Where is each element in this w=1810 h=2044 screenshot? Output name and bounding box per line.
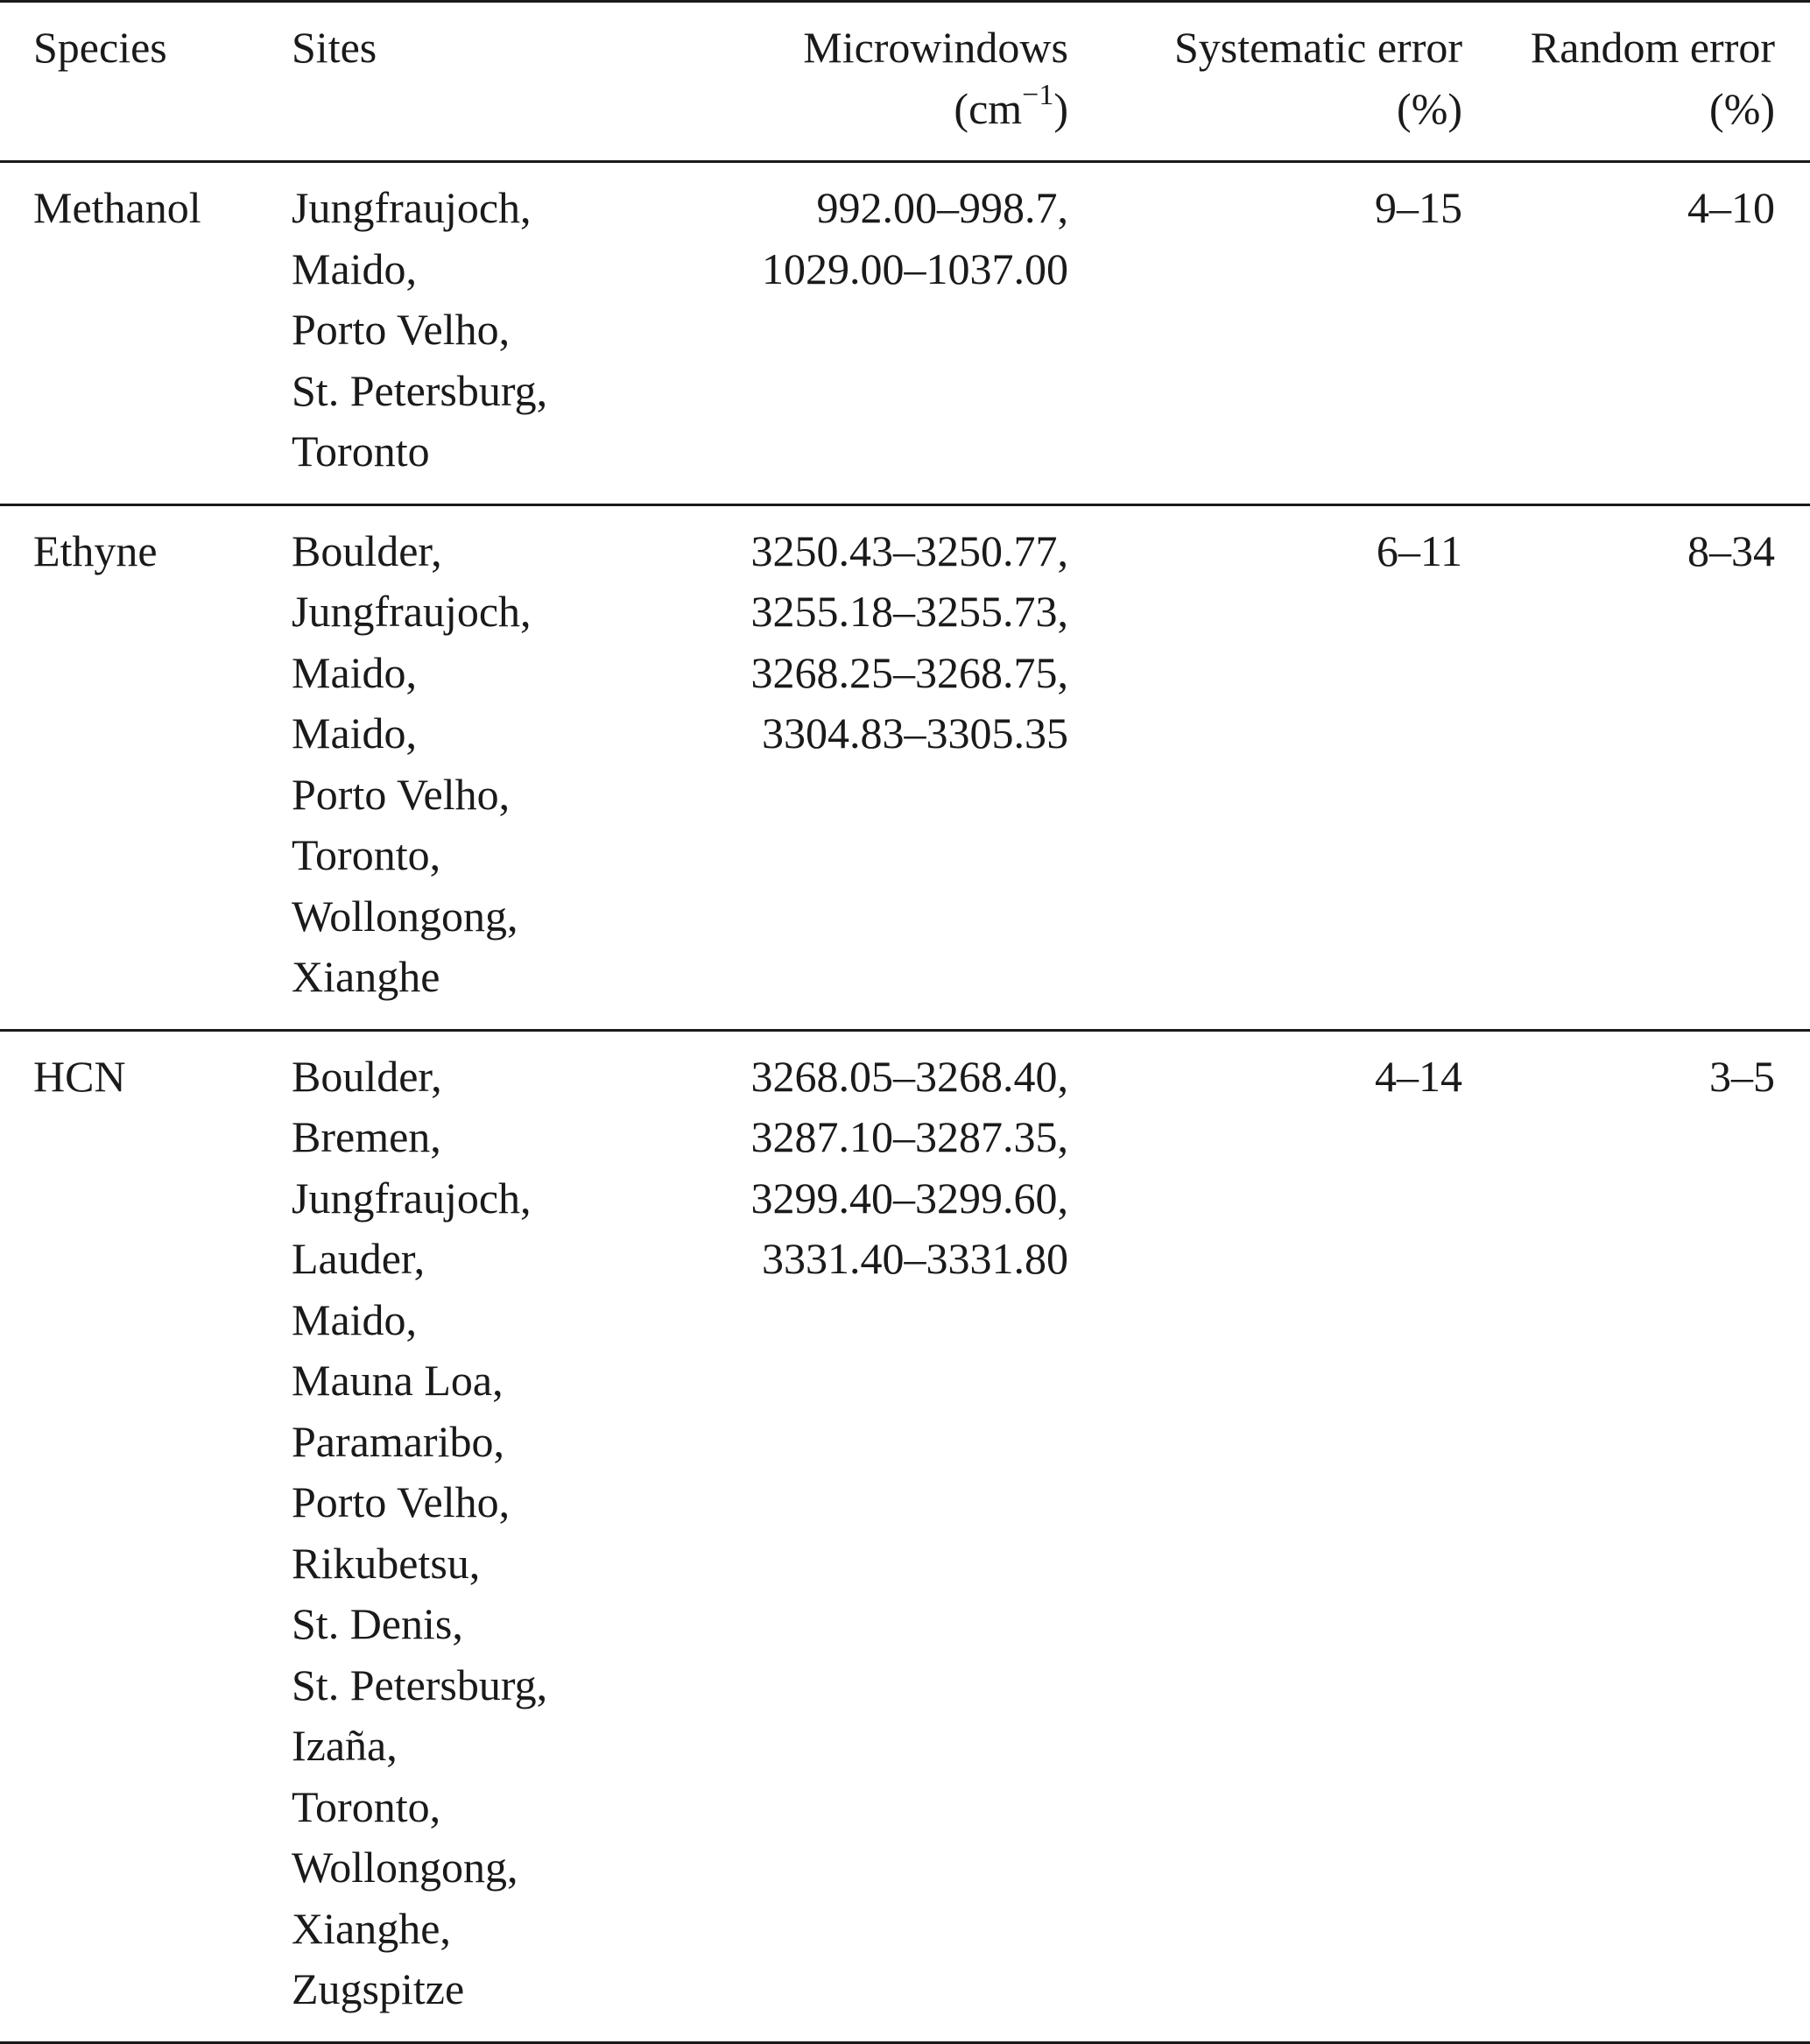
site-name: Wollongong, (292, 1843, 518, 1892)
random-error-cell (1462, 162, 1810, 505)
random-error-value: 8–34 (1687, 525, 1775, 575)
microwindow-range: 3299.40–3299.60, (750, 1173, 1068, 1223)
microwindow-range: 3268.25–3268.75, (750, 647, 1068, 697)
site-name: Toronto, (292, 1781, 441, 1831)
header-random-error (1462, 2, 1810, 162)
site-name: Boulder, (292, 1051, 442, 1101)
site-name: St. Petersburg, (292, 1660, 548, 1709)
site-name: Jungfraujoch, (292, 1173, 532, 1223)
site-name: Mauna Loa, (292, 1356, 504, 1405)
header-species (0, 2, 292, 162)
microwindow-range: 992.00–998.7, (816, 183, 1068, 232)
sites-cell (292, 1030, 659, 2042)
site-name: Paramaribo, (292, 1416, 504, 1466)
microwindow-range: 3331.40–3331.80 (762, 1234, 1068, 1283)
site-name: Maido, (292, 708, 418, 758)
site-name: St. Denis, (292, 1599, 463, 1648)
header-species-label: Species (33, 23, 167, 72)
header-microwindows-label: Microwindows (803, 23, 1068, 72)
random-error-value: 3–5 (1709, 1051, 1775, 1101)
systematic-error-cell (1068, 504, 1462, 1030)
site-name: Rikubetsu, (292, 1538, 481, 1588)
site-name: St. Petersburg, (292, 365, 548, 415)
random-error-cell (1462, 504, 1810, 1030)
site-name: Xianghe, (292, 1903, 451, 1953)
table-row (0, 1030, 1810, 2042)
table-header (0, 2, 1810, 162)
microwindow-range: 3287.10–3287.35, (750, 1112, 1068, 1161)
microwindows-cell (659, 504, 1068, 1030)
systematic-error-cell (1068, 1030, 1462, 2042)
site-name: Bremen, (292, 1112, 441, 1161)
site-name: Maido, (292, 647, 418, 697)
header-row (0, 2, 1810, 162)
systematic-error-cell (1068, 162, 1462, 505)
microwindows-cell (659, 162, 1068, 505)
site-name: Toronto, (292, 830, 441, 879)
site-name: Porto Velho, (292, 305, 511, 354)
site-name: Xianghe (292, 952, 440, 1001)
species-name: HCN (33, 1051, 126, 1101)
random-error-value: 4–10 (1687, 183, 1775, 232)
header-sites (292, 2, 659, 162)
systematic-error-value: 9–15 (1375, 183, 1462, 232)
table-row (0, 504, 1810, 1030)
header-sites-label: Sites (292, 23, 377, 72)
header-microwindows-unit (659, 79, 1068, 140)
microwindow-range: 3304.83–3305.35 (762, 708, 1068, 758)
header-systematic-label: Systematic error (1173, 23, 1462, 72)
species-name: Ethyne (33, 525, 158, 575)
unit-exponent: −1 (1022, 78, 1054, 111)
systematic-error-value: 6–11 (1376, 525, 1462, 575)
site-name: Jungfraujoch, (292, 183, 532, 232)
site-name: Wollongong, (292, 891, 518, 941)
site-name: Boulder, (292, 525, 442, 575)
sites-cell (292, 162, 659, 505)
header-microwindows (659, 2, 1068, 162)
site-name: Toronto (292, 426, 430, 476)
table-body (0, 162, 1810, 2043)
site-name: Porto Velho, (292, 769, 511, 819)
header-random-label: Random error (1530, 23, 1775, 72)
site-name: Maido, (292, 1294, 418, 1344)
site-name: Porto Velho, (292, 1477, 511, 1526)
microwindows-cell (659, 1030, 1068, 2042)
unit-open: (cm (954, 83, 1023, 133)
sites-cell (292, 504, 659, 1030)
random-error-cell (1462, 1030, 1810, 2042)
species-name: Methanol (33, 183, 201, 232)
table-row (0, 162, 1810, 505)
microwindow-range: 3255.18–3255.73, (750, 587, 1068, 636)
systematic-error-value: 4–14 (1375, 1051, 1462, 1101)
species-cell (0, 162, 292, 505)
unit-close: ) (1053, 83, 1068, 133)
site-name: Jungfraujoch, (292, 587, 532, 636)
header-random-unit: (%) (1709, 83, 1775, 133)
species-cell (0, 504, 292, 1030)
species-cell (0, 1030, 292, 2042)
header-systematic-unit: (%) (1397, 83, 1462, 133)
site-name: Maido, (292, 243, 418, 293)
site-name: Lauder, (292, 1234, 426, 1283)
microwindow-range: 3250.43–3250.77, (750, 525, 1068, 575)
header-systematic-error (1068, 2, 1462, 162)
microwindow-range: 1029.00–1037.00 (762, 243, 1068, 293)
microwindow-range: 3268.05–3268.40, (750, 1051, 1068, 1101)
site-name: Izaña, (292, 1721, 398, 1770)
site-name: Zugspitze (292, 1964, 465, 2013)
